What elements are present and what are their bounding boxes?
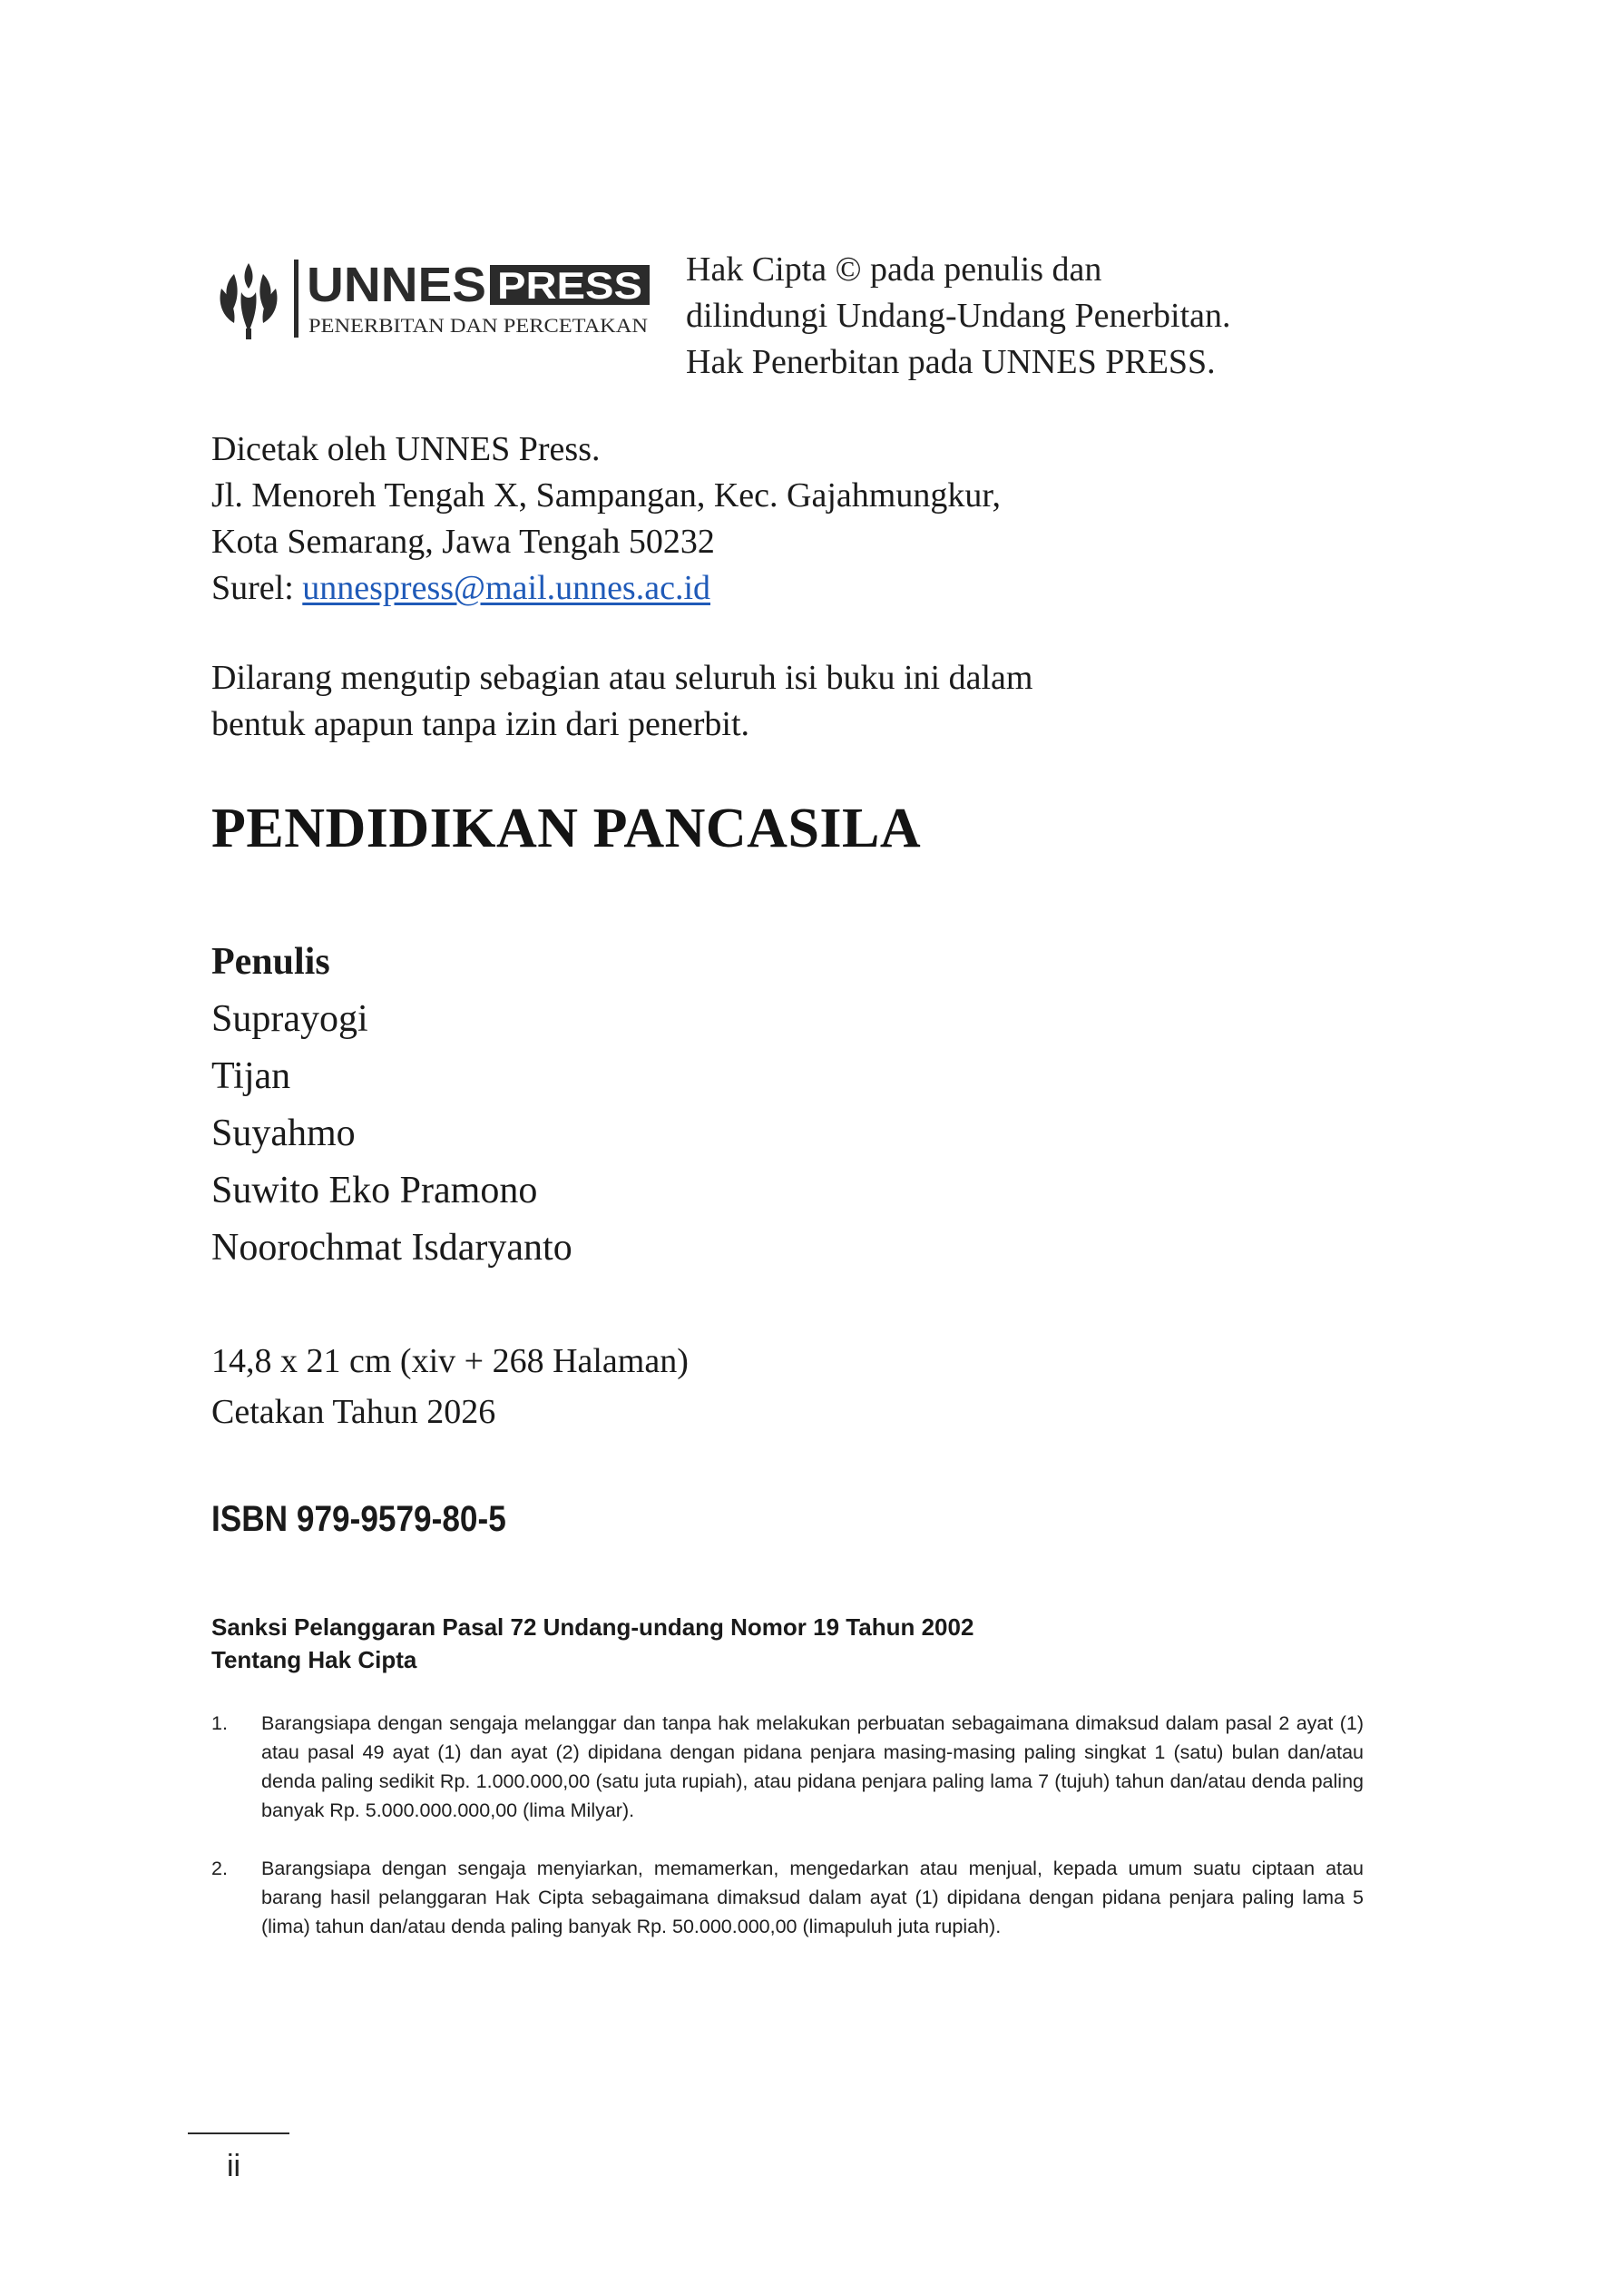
author-name: Suprayogi [211,998,368,1040]
copyright-notice [686,247,1231,386]
author-name: Suwito Eko Pramono [211,1170,538,1211]
list-item-text: Barangsiapa dengan sengaja menyiarkan, memamerkan, mengedarkan atau menjual, kepada umum suatu ciptaan atau barang hasil pelanggaran Hak Cipta sebagaimana dimaksud dalam ayat (1) dipidana dengan pidana penjara paling lama 5 (lima) tahun dan/atau denda paling banyak Rp. 50.000.000,00 (limapuluh juta rupiah). [261,1858,1364,1937]
printer-info [211,426,1001,612]
list-item [211,1709,1364,1825]
address-line: Jl. Menoreh Tengah X, Sampangan, Kec. Gajahmungkur, [211,476,1001,515]
list-item-number: 2. [211,1858,228,1879]
list-item-number: 1. [211,1712,228,1734]
size-pages: 14,8 x 21 cm (xiv + 268 Halaman) [211,1342,689,1380]
author-name: Tijan [211,1055,291,1097]
copyright-line: Hak Penerbitan pada UNNES PRESS. [686,343,1216,381]
author-name: Suyahmo [211,1113,356,1154]
logo-wordmark-press: PRESS [497,264,642,307]
email-link[interactable]: unnespress@mail.unnes.ac.id [302,569,711,607]
copyright-line: dilindungi Undang-Undang Penerbitan. [686,297,1231,335]
print-year: Cetakan Tahun 2026 [211,1393,496,1431]
unnes-press-logo [216,256,653,343]
logo-wordmark-unnes: UNNES [307,258,486,312]
sanctions-list [211,1709,1364,1941]
address-line: Kota Semarang, Jawa Tengah 50232 [211,523,715,561]
email-label: Surel: [211,569,303,607]
authors-section [211,935,572,1277]
authors-heading: Penulis [211,941,330,983]
prohibition-line: bentuk apapun tanpa izin dari penerbit. [211,705,750,743]
logo-divider [294,260,298,338]
leaf-emblem-icon [220,263,278,339]
author-name: Noorochmat Isdaryanto [211,1227,572,1269]
email-row [211,565,1001,612]
prohibition-line: Dilarang mengutip sebagian atau seluruh isi buku ini dalam [211,659,1033,697]
list-item-text: Barangsiapa dengan sengaja melanggar dan tanpa hak melakukan perbuatan sebagaimana dimaksud dalam pasal 2 ayat (1) atau pasal 49 ayat (1) dan ayat (2) dipidana dengan pidana penjara masing-masing paling singkat 1 (satu) bulan dan/atau denda paling sedikit Rp. 1.000.000,00 (satu juta rupiah), atau pidana penjara paling lama 7 (tujuh) tahun dan/atau denda paling banyak Rp. 5.000.000.000,00 (lima Milyar). [261,1712,1364,1821]
sanctions-heading: Sanksi Pelanggaran Pasal 72 Undang-undang Nomor 19 Tahun 2002 [211,1613,974,1641]
book-specs [211,1336,689,1437]
reproduction-prohibition [211,655,1032,748]
copyright-sanctions [211,1611,1364,1970]
logo-tagline: PENERBITAN DAN PERCETAKAN [308,314,649,337]
isbn: ISBN 979-9579-80-5 [211,1499,506,1539]
sanctions-subheading: Tentang Hak Cipta [211,1646,417,1673]
book-title: PENDIDIKAN PANCASILA [211,798,922,859]
copyright-line: Hak Cipta © pada penulis dan [686,250,1102,289]
page-number: ii [227,2149,241,2183]
printed-by: Dicetak oleh UNNES Press. [211,430,601,468]
list-item [211,1854,1364,1941]
footer-rule [188,2132,289,2134]
